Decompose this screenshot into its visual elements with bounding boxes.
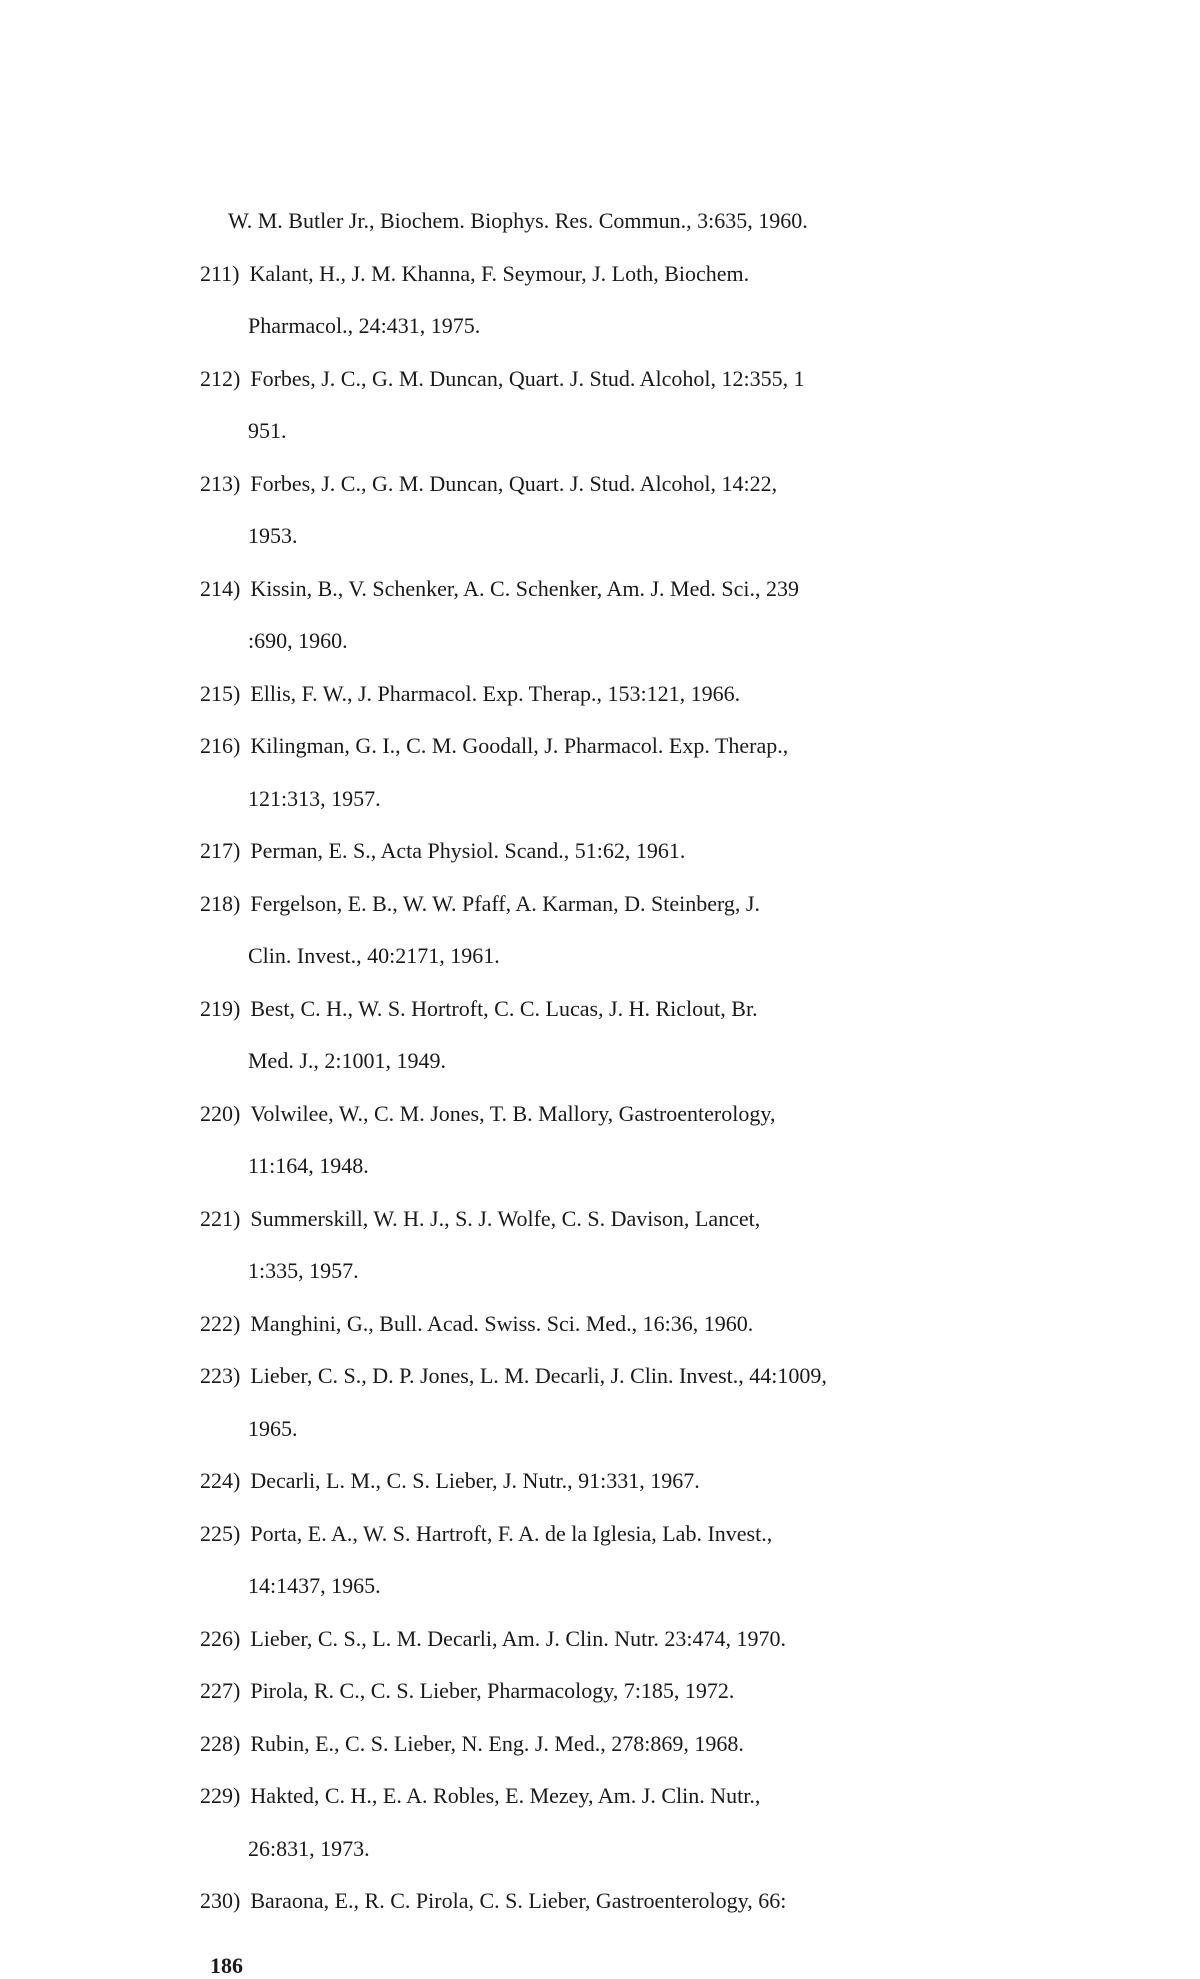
reference-number: 211) (200, 261, 240, 286)
reference-line-row (200, 1523, 772, 1547)
reference-line: Lieber, C. S., D. P. Jones, L. M. Decarli, J. Clin. Invest., 44:1009, (250, 1363, 827, 1388)
page-number: 186 (210, 1953, 243, 1978)
reference-line: Perman, E. S., Acta Physiol. Scand., 51:62, 1961. (250, 838, 686, 863)
reference-line-row (200, 1733, 744, 1757)
reference-line-row (248, 1838, 370, 1862)
reference-number: 215) (200, 681, 241, 706)
reference-line: Porta, E. A., W. S. Hartroft, F. A. de la Iglesia, Lab. Invest., (250, 1521, 773, 1546)
reference-line: Pharmacol., 24:431, 1975. (248, 313, 481, 338)
reference-line-row (248, 1050, 446, 1074)
reference-line-row (200, 840, 685, 864)
reference-line: Lieber, C. S., L. M. Decarli, Am. J. Clin. Nutr. 23:474, 1970. (250, 1626, 786, 1651)
reference-line-row (200, 263, 749, 287)
reference-line: 26:831, 1973. (248, 1836, 370, 1861)
reference-number: 222) (200, 1311, 241, 1336)
reference-line-row (200, 1680, 734, 1704)
reference-line: Volwilee, W., C. M. Jones, T. B. Mallory, Gastroenterology, (250, 1101, 776, 1126)
reference-line-row (248, 945, 500, 969)
reference-line-row (200, 1470, 700, 1494)
reference-line: 1:335, 1957. (248, 1258, 359, 1283)
reference-line: Ellis, F. W., J. Pharmacol. Exp. Therap., 153:121, 1966. (250, 681, 741, 706)
reference-number: 229) (200, 1783, 241, 1808)
reference-line: Forbes, J. C., G. M. Duncan, Quart. J. Stud. Alcohol, 12:355, 1 (250, 366, 805, 391)
reference-line-row (248, 420, 287, 444)
reference-line: Kilingman, G. I., C. M. Goodall, J. Pharmacol. Exp. Therap., (250, 733, 789, 758)
reference-line-row (200, 683, 740, 707)
reference-line-row (200, 735, 788, 759)
reference-line: 121:313, 1957. (248, 786, 381, 811)
reference-line: 1953. (248, 523, 298, 548)
reference-line: Pirola, R. C., C. S. Lieber, Pharmacology, 7:185, 1972. (250, 1678, 735, 1703)
reference-number: 230) (200, 1888, 241, 1913)
reference-number: 214) (200, 576, 241, 601)
reference-number: 212) (200, 366, 241, 391)
reference-line: Decarli, L. M., C. S. Lieber, J. Nutr., 91:331, 1967. (250, 1468, 700, 1493)
reference-line: :690, 1960. (248, 628, 348, 653)
reference-number: 217) (200, 838, 241, 863)
reference-number: 225) (200, 1521, 241, 1546)
reference-line: Baraona, E., R. C. Pirola, C. S. Lieber, Gastroenterology, 66: (250, 1888, 787, 1913)
reference-number: 216) (200, 733, 241, 758)
reference-line-row (200, 1890, 786, 1914)
reference-line-row (200, 998, 758, 1022)
reference-line: Kissin, B., V. Schenker, A. C. Schenker, Am. J. Med. Sci., 239 (250, 576, 799, 601)
reference-line: 14:1437, 1965. (248, 1573, 381, 1598)
reference-line-row (228, 210, 808, 234)
reference-number: 221) (200, 1206, 241, 1231)
reference-line-row (248, 315, 480, 339)
reference-line-row (200, 1628, 786, 1652)
reference-line-row (248, 1418, 298, 1442)
reference-line: Rubin, E., C. S. Lieber, N. Eng. J. Med., 278:869, 1968. (250, 1731, 744, 1756)
reference-number: 223) (200, 1363, 241, 1388)
reference-line-row (248, 1575, 381, 1599)
reference-line: W. M. Butler Jr., Biochem. Biophys. Res. Commun., 3:635, 1960. (228, 208, 808, 233)
reference-line-row (200, 1103, 775, 1127)
reference-number: 228) (200, 1731, 241, 1756)
reference-line: 1965. (248, 1416, 298, 1441)
reference-line-row (248, 1260, 359, 1284)
reference-line: Forbes, J. C., G. M. Duncan, Quart. J. Stud. Alcohol, 14:22, (250, 471, 778, 496)
reference-line-row (248, 788, 381, 812)
reference-line: 951. (248, 418, 287, 443)
reference-line: Best, C. H., W. S. Hortroft, C. C. Lucas, J. H. Riclout, Br. (250, 996, 758, 1021)
reference-line: Med. J., 2:1001, 1949. (248, 1048, 446, 1073)
reference-line: Kalant, H., J. M. Khanna, F. Seymour, J. Loth, Biochem. (249, 261, 750, 286)
reference-number: 226) (200, 1626, 241, 1651)
reference-line-row (248, 525, 298, 549)
reference-line: Fergelson, E. B., W. W. Pfaff, A. Karman, D. Steinberg, J. (250, 891, 760, 916)
reference-line-row (200, 368, 805, 392)
reference-number: 224) (200, 1468, 241, 1493)
reference-number: 218) (200, 891, 241, 916)
reference-line: Clin. Invest., 40:2171, 1961. (248, 943, 500, 968)
reference-line-row (200, 1208, 760, 1232)
reference-line: 11:164, 1948. (248, 1153, 369, 1178)
reference-line: Hakted, C. H., E. A. Robles, E. Mezey, Am. J. Clin. Nutr., (250, 1783, 761, 1808)
reference-number: 213) (200, 471, 241, 496)
reference-line-row (200, 893, 760, 917)
reference-line-row (200, 473, 777, 497)
reference-line: Manghini, G., Bull. Acad. Swiss. Sci. Med., 16:36, 1960. (250, 1311, 754, 1336)
reference-line-row (200, 1313, 753, 1337)
reference-number: 220) (200, 1101, 241, 1126)
reference-line-row (248, 630, 348, 654)
reference-number: 227) (200, 1678, 241, 1703)
reference-line-row (200, 1785, 760, 1809)
reference-number: 219) (200, 996, 241, 1021)
reference-line-row (200, 1365, 827, 1389)
reference-line-row (200, 578, 799, 602)
reference-line: Summerskill, W. H. J., S. J. Wolfe, C. S. Davison, Lancet, (250, 1206, 761, 1231)
reference-line-row (248, 1155, 369, 1179)
